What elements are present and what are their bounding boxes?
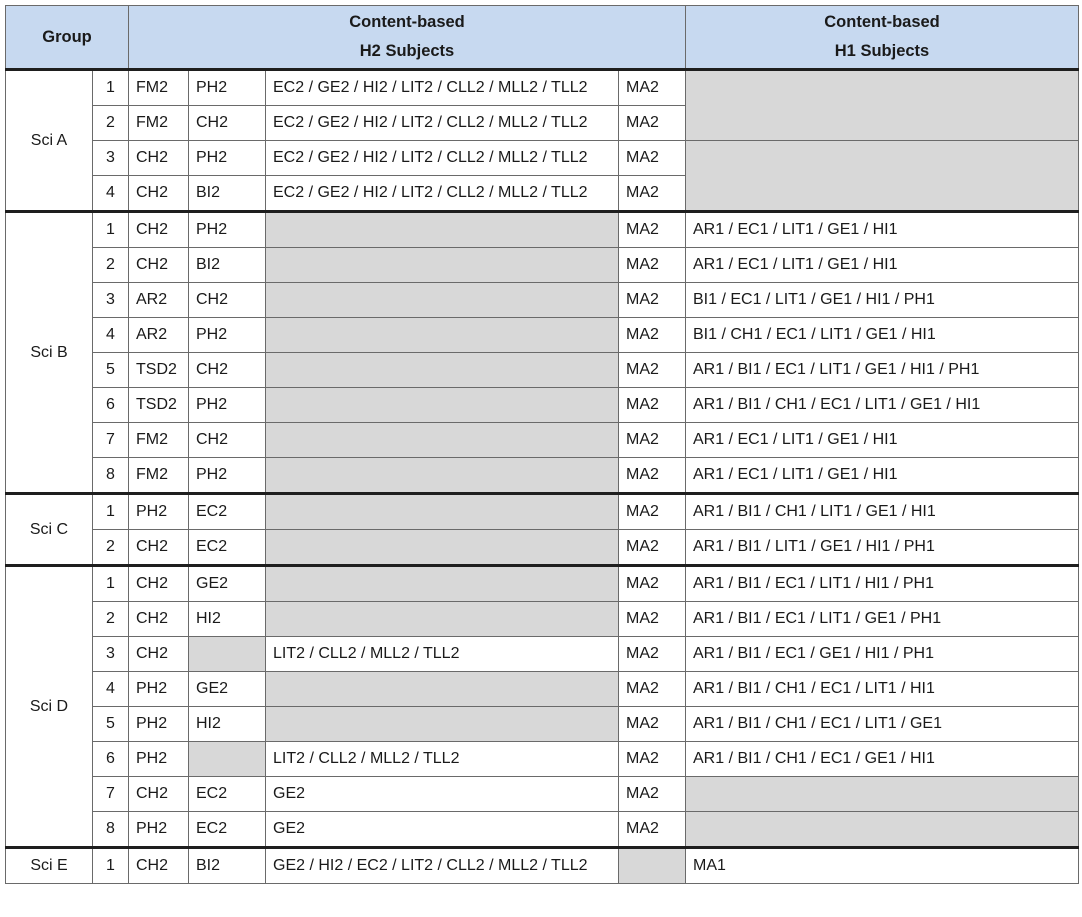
subject-2: EC2 <box>189 777 266 812</box>
math-subject: MA2 <box>619 530 686 566</box>
h1-subjects-header <box>686 6 1079 70</box>
h1-empty-cell <box>686 812 1079 848</box>
h1-subjects: AR1 / EC1 / LIT1 / GE1 / HI1 <box>686 248 1079 283</box>
table-row <box>6 141 1079 176</box>
math-subject: MA2 <box>619 777 686 812</box>
subject-2: CH2 <box>189 283 266 318</box>
table-row <box>6 530 1079 566</box>
math-subject: MA2 <box>619 812 686 848</box>
row-number: 8 <box>93 812 129 848</box>
subject-2: HI2 <box>189 602 266 637</box>
math-subject: MA2 <box>619 70 686 106</box>
h1-empty-cell <box>686 777 1079 812</box>
table-row <box>6 212 1079 248</box>
row-number: 1 <box>93 848 129 884</box>
group-label: Sci A <box>6 70 93 212</box>
h1-subjects: BI1 / EC1 / LIT1 / GE1 / HI1 / PH1 <box>686 283 1079 318</box>
table-row <box>6 602 1079 637</box>
row-number: 2 <box>93 530 129 566</box>
h1-subjects: AR1 / BI1 / CH1 / LIT1 / GE1 / HI1 <box>686 494 1079 530</box>
group-label: Sci D <box>6 566 93 848</box>
subject-3-options: GE2 <box>266 777 619 812</box>
subject-1: PH2 <box>129 707 189 742</box>
subject-1: TSD2 <box>129 353 189 388</box>
h1-subjects: AR1 / BI1 / CH1 / EC1 / LIT1 / GE1 <box>686 707 1079 742</box>
subject-1: FM2 <box>129 106 189 141</box>
row-number: 5 <box>93 353 129 388</box>
row-number: 2 <box>93 602 129 637</box>
h2-header-line1: Content-based <box>349 13 465 31</box>
h1-subjects: BI1 / CH1 / EC1 / LIT1 / GE1 / HI1 <box>686 318 1079 353</box>
h1-empty-cell <box>686 141 1079 212</box>
math-empty-cell <box>619 848 686 884</box>
h2-header-line2: H2 Subjects <box>359 42 455 60</box>
table-row <box>6 388 1079 423</box>
subject-3-options: LIT2 / CLL2 / MLL2 / TLL2 <box>266 637 619 672</box>
math-subject: MA2 <box>619 318 686 353</box>
subject-1: CH2 <box>129 777 189 812</box>
math-subject: MA2 <box>619 458 686 494</box>
math-subject: MA2 <box>619 212 686 248</box>
subject-1: CH2 <box>129 848 189 884</box>
row-number: 4 <box>93 318 129 353</box>
h2-subjects-header <box>129 6 686 70</box>
subject-2: CH2 <box>189 423 266 458</box>
math-subject: MA2 <box>619 566 686 602</box>
row-number: 3 <box>93 637 129 672</box>
subject-2: GE2 <box>189 566 266 602</box>
subject-combinations-table <box>5 5 1079 884</box>
subject-1: CH2 <box>129 530 189 566</box>
table-row <box>6 777 1079 812</box>
subject-1: CH2 <box>129 176 189 212</box>
h1-subjects: AR1 / EC1 / LIT1 / GE1 / HI1 <box>686 212 1079 248</box>
math-subject: MA2 <box>619 423 686 458</box>
math-subject: MA2 <box>619 353 686 388</box>
subject-1: AR2 <box>129 283 189 318</box>
subject-3-empty-cell <box>266 707 619 742</box>
row-number: 3 <box>93 283 129 318</box>
h1-subjects: AR1 / BI1 / EC1 / LIT1 / GE1 / HI1 / PH1 <box>686 353 1079 388</box>
subject-1: CH2 <box>129 141 189 176</box>
group-label: Sci C <box>6 494 93 566</box>
table-row <box>6 283 1079 318</box>
h1-header-line2: H1 Subjects <box>834 42 930 60</box>
subject-3-empty-cell <box>266 566 619 602</box>
group-label: Sci E <box>6 848 93 884</box>
subject-2: PH2 <box>189 70 266 106</box>
h1-subjects: AR1 / BI1 / LIT1 / GE1 / HI1 / PH1 <box>686 530 1079 566</box>
subject-2: CH2 <box>189 106 266 141</box>
row-number: 7 <box>93 423 129 458</box>
subject-2: PH2 <box>189 318 266 353</box>
subject-3-empty-cell <box>266 494 619 530</box>
table-row <box>6 248 1079 283</box>
h1-subjects: AR1 / EC1 / LIT1 / GE1 / HI1 <box>686 423 1079 458</box>
subject-2: GE2 <box>189 672 266 707</box>
subject-1: FM2 <box>129 70 189 106</box>
table-row <box>6 742 1079 777</box>
math-subject: MA2 <box>619 283 686 318</box>
subject-1: AR2 <box>129 318 189 353</box>
h1-subjects: AR1 / BI1 / EC1 / LIT1 / HI1 / PH1 <box>686 566 1079 602</box>
subject-1: FM2 <box>129 423 189 458</box>
subject-2: HI2 <box>189 707 266 742</box>
subject-3-empty-cell <box>266 248 619 283</box>
subject-1: PH2 <box>129 494 189 530</box>
subject-1: CH2 <box>129 212 189 248</box>
subject-3-empty-cell <box>266 283 619 318</box>
table-row <box>6 672 1079 707</box>
subject-3-options: GE2 <box>266 812 619 848</box>
subject-2: CH2 <box>189 353 266 388</box>
row-number: 3 <box>93 141 129 176</box>
subject-2: BI2 <box>189 176 266 212</box>
subject-2: BI2 <box>189 248 266 283</box>
row-number: 1 <box>93 494 129 530</box>
row-number: 1 <box>93 212 129 248</box>
math-subject: MA2 <box>619 707 686 742</box>
subject-1: CH2 <box>129 602 189 637</box>
table-row <box>6 848 1079 884</box>
table-row <box>6 812 1079 848</box>
h1-header-line1: Content-based <box>824 13 940 31</box>
math-subject: MA2 <box>619 248 686 283</box>
subject-3-empty-cell <box>266 353 619 388</box>
row-number: 8 <box>93 458 129 494</box>
math-subject: MA2 <box>619 742 686 777</box>
subject-1: CH2 <box>129 566 189 602</box>
subject-3-options: LIT2 / CLL2 / MLL2 / TLL2 <box>266 742 619 777</box>
subject-3-options: GE2 / HI2 / EC2 / LIT2 / CLL2 / MLL2 / TLL2 <box>266 848 619 884</box>
h1-subjects: AR1 / EC1 / LIT1 / GE1 / HI1 <box>686 458 1079 494</box>
subject-3-empty-cell <box>266 672 619 707</box>
subject-2: EC2 <box>189 494 266 530</box>
group-header: Group <box>6 6 129 70</box>
subject-3-empty-cell <box>266 530 619 566</box>
math-subject: MA2 <box>619 637 686 672</box>
row-number: 7 <box>93 777 129 812</box>
subject-3-empty-cell <box>266 423 619 458</box>
subject-2-empty-cell <box>189 637 266 672</box>
subject-3-empty-cell <box>266 602 619 637</box>
h1-subjects: MA1 <box>686 848 1079 884</box>
math-subject: MA2 <box>619 141 686 176</box>
table-row <box>6 707 1079 742</box>
row-number: 5 <box>93 707 129 742</box>
math-subject: MA2 <box>619 176 686 212</box>
table-row <box>6 70 1079 106</box>
row-number: 2 <box>93 248 129 283</box>
subject-2: EC2 <box>189 812 266 848</box>
math-subject: MA2 <box>619 388 686 423</box>
group-label: Sci B <box>6 212 93 494</box>
subject-2: PH2 <box>189 458 266 494</box>
subject-1: FM2 <box>129 458 189 494</box>
math-subject: MA2 <box>619 672 686 707</box>
subject-1: PH2 <box>129 742 189 777</box>
row-number: 1 <box>93 566 129 602</box>
subject-2-empty-cell <box>189 742 266 777</box>
subject-3-empty-cell <box>266 212 619 248</box>
h1-subjects: AR1 / BI1 / CH1 / EC1 / LIT1 / HI1 <box>686 672 1079 707</box>
subject-1: TSD2 <box>129 388 189 423</box>
subject-1: CH2 <box>129 248 189 283</box>
subject-1: PH2 <box>129 672 189 707</box>
row-number: 2 <box>93 106 129 141</box>
h1-empty-cell <box>686 70 1079 141</box>
subject-3-empty-cell <box>266 458 619 494</box>
math-subject: MA2 <box>619 602 686 637</box>
table-row <box>6 637 1079 672</box>
h1-subjects: AR1 / BI1 / EC1 / LIT1 / GE1 / PH1 <box>686 602 1079 637</box>
table-row <box>6 318 1079 353</box>
h1-subjects: AR1 / BI1 / EC1 / GE1 / HI1 / PH1 <box>686 637 1079 672</box>
table-row <box>6 423 1079 458</box>
subject-1: CH2 <box>129 637 189 672</box>
table-row <box>6 494 1079 530</box>
subject-2: PH2 <box>189 388 266 423</box>
subject-2: PH2 <box>189 212 266 248</box>
row-number: 4 <box>93 672 129 707</box>
subject-3-options: EC2 / GE2 / HI2 / LIT2 / CLL2 / MLL2 / TLL2 <box>266 70 619 106</box>
subject-3-empty-cell <box>266 388 619 423</box>
row-number: 1 <box>93 70 129 106</box>
row-number: 6 <box>93 388 129 423</box>
subject-2: EC2 <box>189 530 266 566</box>
subject-2: PH2 <box>189 141 266 176</box>
h1-subjects: AR1 / BI1 / CH1 / EC1 / GE1 / HI1 <box>686 742 1079 777</box>
row-number: 6 <box>93 742 129 777</box>
subject-3-options: EC2 / GE2 / HI2 / LIT2 / CLL2 / MLL2 / TLL2 <box>266 141 619 176</box>
table-row <box>6 566 1079 602</box>
table-row <box>6 353 1079 388</box>
subject-1: PH2 <box>129 812 189 848</box>
math-subject: MA2 <box>619 494 686 530</box>
subject-3-options: EC2 / GE2 / HI2 / LIT2 / CLL2 / MLL2 / TLL2 <box>266 106 619 141</box>
subject-3-options: EC2 / GE2 / HI2 / LIT2 / CLL2 / MLL2 / TLL2 <box>266 176 619 212</box>
math-subject: MA2 <box>619 106 686 141</box>
subject-3-empty-cell <box>266 318 619 353</box>
header-row <box>6 6 1079 70</box>
table-row <box>6 458 1079 494</box>
subject-2: BI2 <box>189 848 266 884</box>
row-number: 4 <box>93 176 129 212</box>
h1-subjects: AR1 / BI1 / CH1 / EC1 / LIT1 / GE1 / HI1 <box>686 388 1079 423</box>
